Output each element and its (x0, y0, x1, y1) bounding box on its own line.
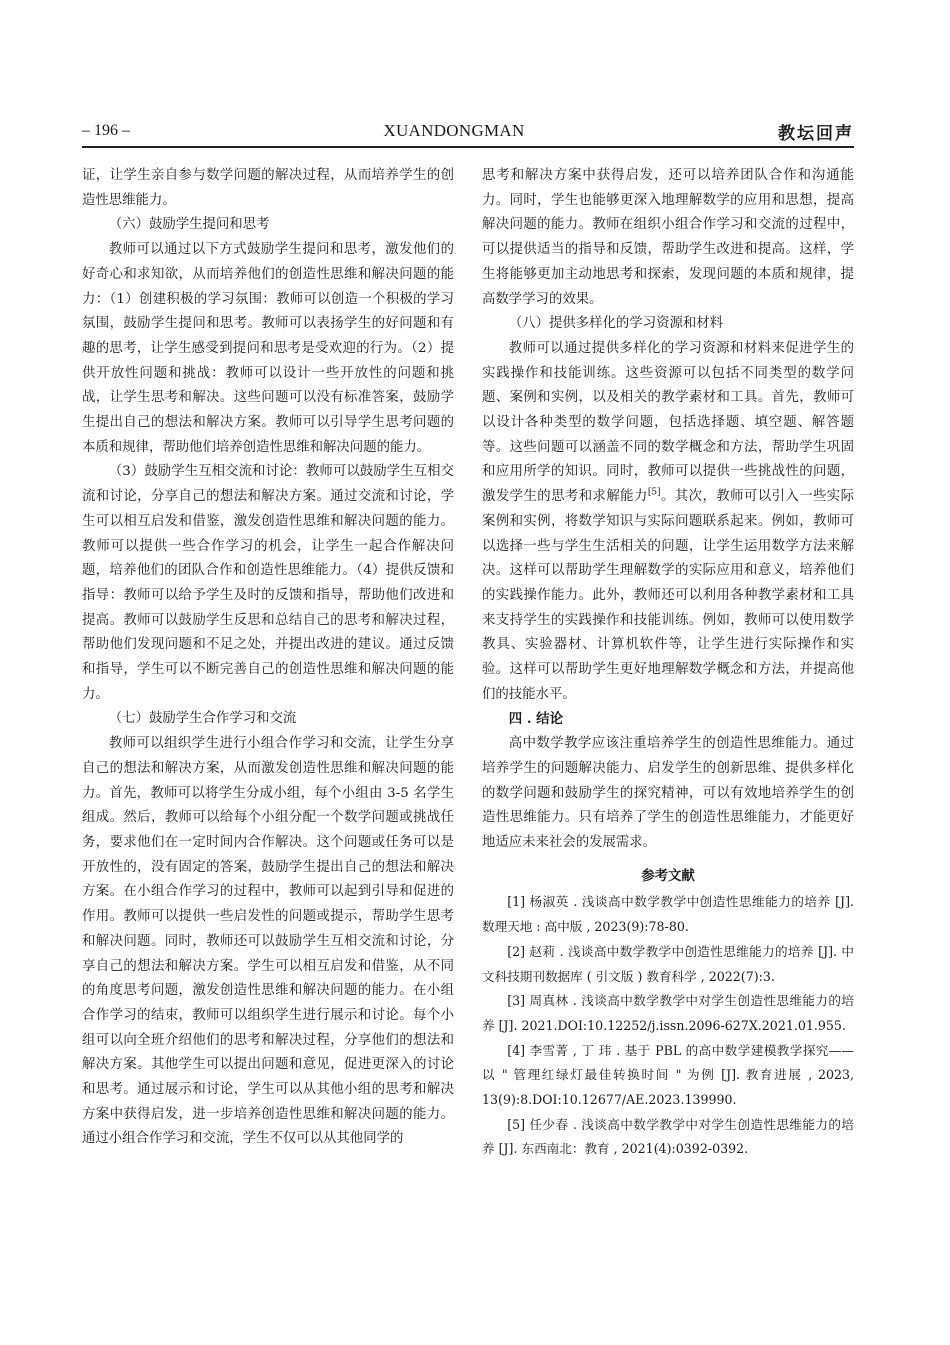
subheading-six: （六）鼓励学生提问和思考 (108, 217, 270, 233)
reference-item: [1] 杨淑英 . 浅谈高中数学教学中创造性思维能力的培养 [J]. 数理天地 : 高中版 , 2023(9):78-80. (482, 894, 854, 935)
right-column (482, 164, 854, 1162)
paragraph-conclusion: 高中数学教学应该注重培养学生的创造性思维能力。通过培养学生的问题解决能力、启发学生的创新思维、提供多样化的数学问题和鼓励学生的探究精神，可以有效地培养学生的创造性思维能力。只有培养了学生的创造性思维能力，才能更好地适应未来社会的发展需求。 (482, 736, 854, 850)
citation-marker: [5] (647, 487, 661, 498)
paragraph-text: 教师可以通过提供多样化的学习资源和材料来促进学生的实践操作和技能训练。这些资源可以包括不同类型的数学问题、案例和实例，以及相关的教学素材和工具。首先，教师可以设计各种类型的数学问题，包括选择题、填空题、解答题等。这些问题可以涵盖不同的数学概念和方法，帮助学生巩固和应用所学的知识。同时，教师可以提供一些挑战性的问题，激发学生的思考和求解能力 (482, 340, 854, 505)
paragraph: 教师可以组织学生进行小组合作学习和交流，让学生分享自己的想法和解决方案，从而激发创造性思维和解决问题的能力。首先，教师可以将学生分成小组，每个小组由 3-5 名学生组成。然后，教师可以给每个小组分配一个数学问题或挑战任务，要求他们在一定时间内合作解决。这个问题或任务可以是开放性的，没有固定的答案，鼓励学生提出自己的想法和解决方案。在小组合作学习的过程中，教师可以起到引导和促进的作用。教师可以提供一些启发性的问题或提示，帮助学生思考和解决问题。同时，教师还可以鼓励学生互相交流和讨论，分享自己的想法和解决方案。学生可以相互启发和借鉴，从不同的角度思考问题，激发创造性思维和解决问题的能力。在小组合作学习的结束，教师可以组织学生进行展示和讨论。每个小组可以向全班介绍他们的思考和解决过程，分享他们的想法和解决方案。其他学生可以提出问题和意见，促进更深入的讨论和思考。通过展示和讨论，学生可以从其他小组的思考和解决方案中获得启发，进一步培养创造性思维和解决问题的能力。通过小组合作学习和交流，学生不仅可以从其他同学的 (82, 736, 454, 1147)
paragraph: 教师可以通过以下方式鼓励学生提问和思考，激发他们的好奇心和求知欲，从而培养他们的创造性思维和解决问题的能力：（1）创建积极的学习氛围：教师可以创造一个积极的学习氛围，鼓励学生提问和思考。教师可以表扬学生的好问题和有趣的思考，让学生感受到提问和思考是受欢迎的行为。（2）提供开放性问题和挑战：教师可以设计一些开放性的问题和挑战，让学生思考和解决。这些问题可以没有标准答案，鼓励学生提出自己的想法和解决方案。教师可以引导学生思考问题的本质和规律，帮助他们培养创造性思维和解决问题的能力。 (82, 242, 454, 455)
paragraph: （3）鼓励学生互相交流和讨论：教师可以鼓励学生互相交流和讨论，分享自己的想法和解决方案。通过交流和讨论，学生可以相互启发和借鉴，激发创造性思维和解决问题的能力。教师可以提供一些合作学习的机会，让学生一起合作解决问题，培养他们的团队合作和创造性思维能力。（4）提供反馈和指导：教师可以给予学生及时的反馈和指导，帮助他们改进和提高。教师可以鼓励学生反思和总结自己的思考和解决过程，帮助他们发现问题和不足之处，并提出改进的建议。通过反馈和指导，学生可以不断完善自己的创造性思维和解决问题的能力。 (82, 464, 454, 702)
paragraph (482, 337, 854, 708)
reference-item: [3] 周真林 . 浅谈高中数学教学中对学生创造性思维能力的培养 [J]. 2021.DOI:10.12252/j.issn.2096-627X.2021.01.955. (482, 993, 854, 1033)
reference-item: [2] 赵莉 . 浅谈高中数学教学中创造性思维能力的培养 [J]. 中文科技期刊数据库 ( 引文版 ) 教育科学 , 2022(7):3. (482, 943, 854, 984)
paragraph-text: 。其次，教师可以引入一些实际案例和实例，将数学知识与实际问题联系起来。例如，教师可以选择一些与学生生活相关的问题，让学生运用数学方法来解决。这样可以帮助学生理解数学的实际应用和意义，培养他们的实践操作能力。此外，教师还可以利用各种教学素材和工具来支持学生的实践操作和技能训练。例如，教师可以使用数学教具、实验器材、计算机软件等，让学生进行实际操作和实验。这样可以帮助学生更好地理解数学概念和方法，并提高他们的技能水平。 (482, 489, 855, 702)
journal-name: XUANDONGMAN (383, 121, 525, 140)
page-number: – 196 – (82, 122, 130, 139)
subheading-eight: （八）提供多样化的学习资源和材料 (508, 316, 724, 332)
header-rule (82, 146, 854, 148)
page-header (82, 118, 854, 144)
left-column (82, 164, 454, 1152)
paragraph-continued: 证，让学生亲自参与数学问题的解决过程，从而培养学生的创造性思维能力。 (82, 168, 454, 208)
references-title: 参考文献 (641, 867, 695, 884)
subheading-seven: （七）鼓励学生合作学习和交流 (108, 711, 297, 727)
section-title-conclusion: 四 . 结论 (508, 711, 563, 728)
reference-item: [4] 李雪菁 , 丁 玮 . 基于 PBL 的高中数学建模教学探究——以 " 管理红绿灯最佳转换时间 " 为例 [J]. 教育进展 , 2023, 13(9):8.DOI:10.12677/AE.2023.139990. (482, 1042, 854, 1108)
reference-item: [5] 任少春 . 浅谈高中数学教学中对学生创造性思维能力的培养 [J]. 东西南北：教育 , 2021(4):0392-0392. (482, 1116, 854, 1157)
section-name: 教坛回声 (778, 123, 854, 143)
paragraph-continued: 思考和解决方案中获得启发，还可以培养团队合作和沟通能力。同时，学生也能够更深入地理解数学的应用和思想，提高解决问题的能力。教师在组织小组合作学习和交流的过程中，可以提供适当的指导和反馈，帮助学生改进和提高。这样，学生将能够更加主动地思考和探索，发现问题的本质和规律，提高数学学习的效果。 (482, 168, 854, 307)
